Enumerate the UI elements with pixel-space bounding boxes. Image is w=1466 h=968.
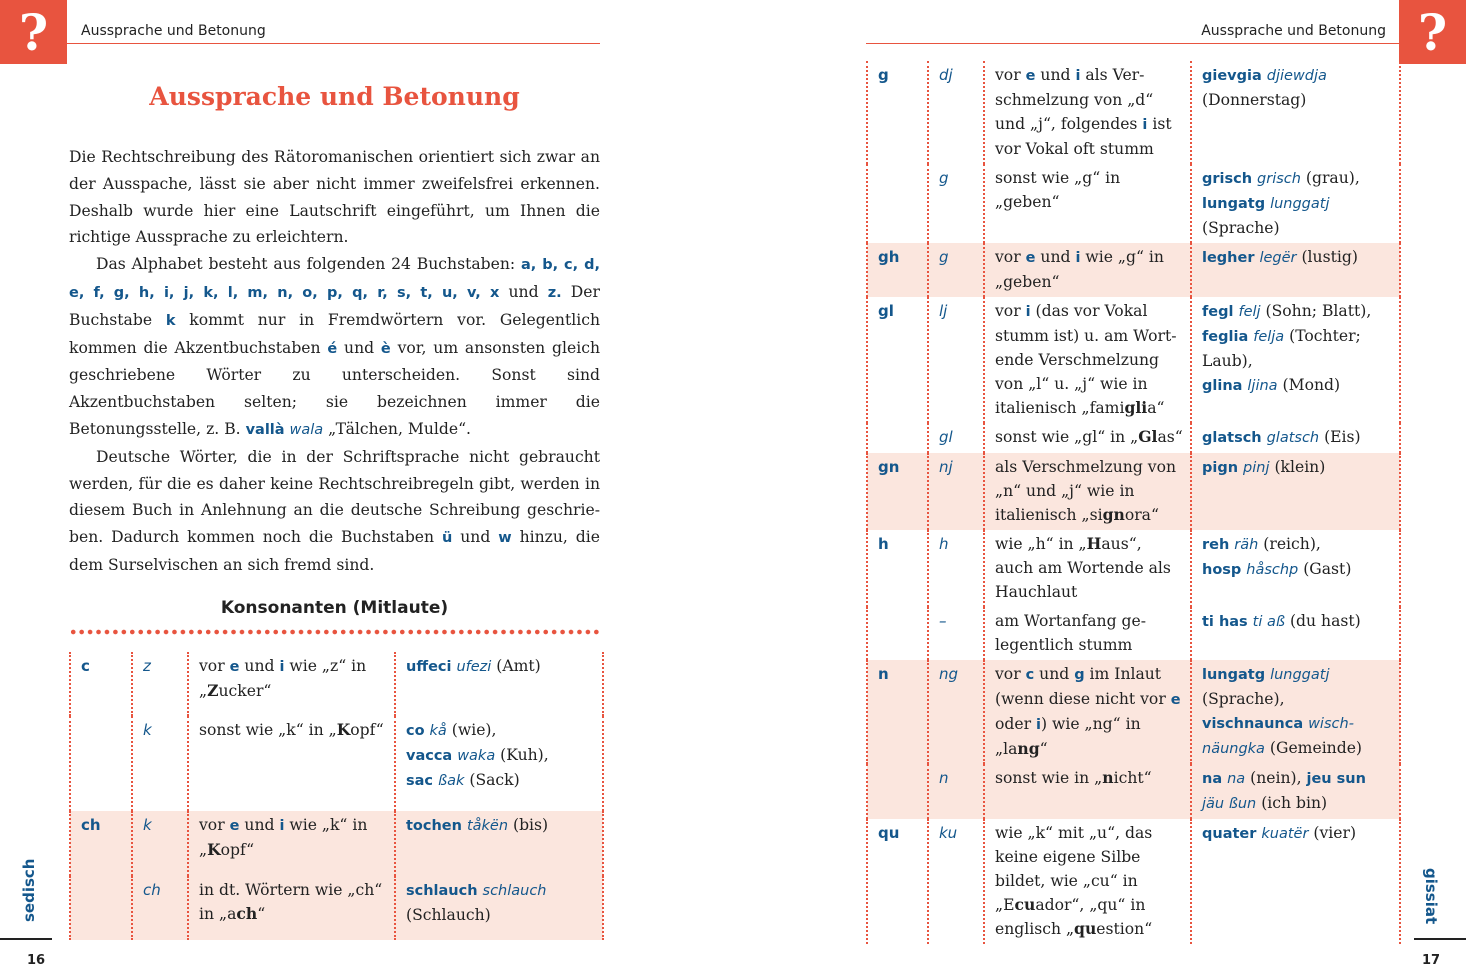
keyword: sac (406, 773, 434, 790)
letter-cell: c (70, 652, 132, 716)
text-run: opf“ (220, 841, 255, 860)
phonetic-cell: k (132, 811, 188, 875)
letter-cell (867, 764, 928, 819)
keyword: lungatg (1202, 196, 1266, 212)
keyword: c (1025, 667, 1035, 683)
example-cell (1191, 61, 1400, 164)
emphasis: cu (1014, 895, 1036, 914)
text-run: Das Alphabet besteht aus folgenden 24 Buchstaben: (96, 255, 521, 274)
keyword: co (406, 723, 425, 740)
text-run: vor (995, 302, 1026, 320)
phonetic-cell: nj (928, 453, 984, 530)
keyword: vallà (245, 421, 285, 438)
rule-cell (984, 61, 1191, 164)
example-cell (1191, 764, 1400, 819)
rule-cell (984, 164, 1191, 243)
rule-cell (984, 819, 1191, 944)
table-row (867, 764, 1400, 819)
example-cell (1191, 297, 1400, 423)
keyword: lungatg (1202, 667, 1266, 683)
phonetic-cell: g (928, 243, 984, 297)
text-run: (ich bin) (1256, 794, 1328, 812)
phonetic-transcription: kuatër (1261, 826, 1309, 842)
keyword: i (1025, 304, 1031, 320)
keyword: z. (547, 284, 562, 301)
example-cell (1191, 530, 1400, 607)
text-run: Deutsche Wörter, die in der Schriftsprache nicht gebraucht werden, für die es daher keine Rechtschreibregeln gibt, werden in diesem Buch in Anlehnung an die deutsche Schreibung geschrieben. Dadurch kommen noch die Buchstaben (69, 447, 600, 547)
text-run: ist vor Vokal oft stumm (995, 115, 1172, 158)
table-row (70, 876, 603, 940)
keyword: hosp (1202, 562, 1242, 578)
text-run: sonst wie „k“ in „ (199, 721, 337, 740)
phonetic-transcription: grisch (1257, 171, 1301, 187)
text-run: als Verschmelzung von „d“ und „j“, folgendes (995, 66, 1154, 133)
side-label-left: sedisch (20, 858, 38, 922)
text-run: “ (1039, 740, 1048, 758)
rule-cell (188, 716, 395, 811)
text-run: (nein), (1245, 769, 1307, 787)
phonetic-cell: n (928, 764, 984, 819)
keyword: feglia (1202, 329, 1249, 345)
text-run: wie „z“ in „ (199, 657, 367, 700)
text-run: sonst wie in „ (995, 769, 1103, 787)
phonetic-transcription: håschp (1246, 562, 1299, 578)
question-mark-icon: ? (0, 0, 67, 64)
text-run: und (239, 657, 280, 675)
running-head-right: Aussprache und Betonung (1201, 23, 1386, 39)
rule-cell (984, 530, 1191, 607)
text-run: am Wortanfang gelegentlich stumm (995, 612, 1147, 654)
phonetic-transcription: legër (1259, 250, 1297, 266)
keyword: schlauch (406, 882, 478, 899)
text-run: (du hast) (1285, 612, 1361, 630)
paragraph (69, 444, 600, 579)
text-run: und (499, 282, 548, 301)
text-run: a“ (1147, 399, 1165, 417)
letter-cell: n (867, 660, 928, 764)
table-row (867, 164, 1400, 243)
phonetic-cell: z (132, 652, 188, 716)
keyword: g (1074, 667, 1085, 683)
rule-cell (188, 811, 395, 875)
text-run: (Schlauch) (406, 905, 491, 924)
text-run: und (239, 816, 280, 835)
text-run: vor (199, 816, 230, 835)
keyword: fegl (1202, 304, 1234, 320)
emphasis: gli (1124, 398, 1148, 417)
text-run: vor (199, 657, 230, 675)
phonetic-cell: k (132, 716, 188, 811)
rule-cell (188, 876, 395, 940)
keyword: vischnaunca (1202, 716, 1304, 732)
phonetic-transcription: ti aß (1252, 614, 1286, 630)
table-row (867, 660, 1400, 764)
footer-rule-right (1414, 938, 1466, 940)
emphasis: H (1086, 534, 1102, 553)
footer-rule-left (0, 938, 52, 940)
page-number-left: 16 (27, 953, 46, 968)
text-run: und (1035, 248, 1076, 266)
text-run: (Mond) (1277, 376, 1341, 394)
example-cell (1191, 660, 1400, 764)
phonetic-transcription: jäu ßun (1202, 796, 1257, 812)
example-cell (1191, 243, 1400, 297)
text-run: vor (995, 66, 1026, 84)
keyword: glatsch (1202, 430, 1262, 446)
paragraph (69, 144, 600, 251)
phonetic-transcription: wischnäungka (1202, 716, 1354, 757)
phonetic-cell: dj (928, 61, 984, 164)
keyword: ü (442, 530, 453, 547)
phonetic-cell: ng (928, 660, 984, 764)
letter-cell (867, 164, 928, 243)
table-row (867, 453, 1400, 530)
table-row (867, 297, 1400, 423)
emphasis: ng (1017, 739, 1040, 758)
text-run: (Sohn; Blatt), (1260, 302, 1372, 320)
phonetic-cell: gl (928, 423, 984, 453)
keyword: w (498, 530, 512, 547)
text-run: und (452, 528, 499, 547)
emphasis: gn (1102, 505, 1125, 524)
letter-cell (70, 716, 132, 811)
phonetic-transcription: na (1227, 771, 1246, 787)
emphasis: K (207, 840, 221, 860)
keyword: tochen (406, 818, 462, 835)
text-run: (bis) (508, 816, 549, 835)
phonetic-transcription: felj (1238, 304, 1261, 320)
phonetic-transcription: wala (289, 421, 324, 438)
text-run: (wie), (446, 721, 497, 740)
text-run: “ (257, 904, 266, 923)
phonetic-transcription: waka (457, 748, 496, 765)
text-run: ora“ (1124, 506, 1159, 524)
keyword: e (229, 818, 240, 835)
question-mark-icon: ? (1399, 0, 1466, 64)
table-row (70, 652, 603, 716)
rule-cell (984, 453, 1191, 530)
phonetic-transcription: lunggatj (1270, 667, 1330, 683)
keyword: grisch (1202, 171, 1253, 187)
table-row (867, 243, 1400, 297)
text-run: opf“ (350, 721, 384, 740)
text-run: (Donnerstag) (1202, 91, 1307, 109)
page-title: Aussprache und Betonung (149, 82, 520, 111)
text-run: und (1035, 66, 1076, 84)
text-run: (das vor Vokal stumm ist) u. am Wortende Verschmelzung von „l“ u. „j“ wie in italienisch „fami (995, 302, 1177, 417)
dotted-separator (69, 628, 602, 636)
text-run: Der Buchstabe (69, 282, 600, 329)
keyword: pign (1202, 460, 1239, 476)
phonetic-transcription: felja (1253, 329, 1285, 345)
example-cell (1191, 819, 1400, 944)
page-number-right: 17 (1422, 953, 1441, 968)
text-run: „Tälchen, Mulde“. (323, 419, 472, 438)
consonant-table-left (69, 652, 604, 940)
phonetic-transcription: kå (429, 723, 447, 740)
header-rule-right (866, 43, 1399, 44)
letter-cell (867, 423, 928, 453)
keyword: e (1025, 250, 1036, 266)
keyword: na (1202, 771, 1223, 787)
running-head-left: Aussprache und Betonung (81, 23, 266, 39)
letter-cell: g (867, 61, 928, 164)
example-cell (395, 811, 603, 875)
text-run: und (337, 338, 381, 357)
text-run: ucker“ (218, 682, 272, 700)
text-run: (Sprache), (1202, 690, 1285, 708)
text-run: (lustig) (1296, 248, 1358, 266)
keyword: è (380, 340, 391, 357)
rule-cell (984, 764, 1191, 819)
letter-cell: h (867, 530, 928, 607)
table-heading: Konsonanten (Mitlaute) (220, 598, 449, 618)
rule-cell (984, 423, 1191, 453)
intro-text (69, 144, 600, 579)
phonetic-cell: – (928, 607, 984, 660)
table-row (867, 61, 1400, 164)
phonetic-transcription: tåkën (466, 818, 509, 835)
text-run: in dt. Wörtern wie „ch“ in „a (199, 880, 383, 923)
rule-cell (984, 243, 1191, 297)
letter-cell (867, 607, 928, 660)
emphasis: Z (207, 681, 219, 700)
text-run: Die Rechtschreibung des Rätoromanischen orientiert sich zwar an der Ausspache, lässt sie aber nicht immer zweifelsfrei erkennen. Deshalb wurde hier eine Lautschrift eingeführt, um Ihnen die richtige Aussprache zu erleichtern. (69, 148, 600, 247)
letter-cell (70, 876, 132, 940)
keyword: quater (1202, 826, 1257, 842)
text-run: as“ (1157, 428, 1183, 446)
text-run: (reich), (1258, 535, 1321, 553)
table-row (867, 423, 1400, 453)
text-run: (klein) (1269, 458, 1326, 476)
text-run: im Inlaut (wenn diese nicht vor (995, 665, 1171, 708)
keyword: e (1025, 68, 1036, 84)
letter-cell: ch (70, 811, 132, 875)
keyword: legher (1202, 250, 1255, 266)
keyword: glina (1202, 378, 1243, 394)
keyword: reh (1202, 537, 1230, 553)
emphasis: K (336, 720, 351, 740)
text-run: (grau), (1300, 169, 1360, 187)
keyword: i (1036, 717, 1041, 733)
text-run: ador“, „qu“ in englisch „ (995, 896, 1146, 938)
text-run: wie „k“ mit „u“, das keine eigene Silbe bildet, wie „cu“ in „E (995, 824, 1153, 914)
keyword: i (1075, 250, 1081, 266)
keyword: gievgia (1202, 68, 1262, 84)
table-row (867, 530, 1400, 607)
example-cell (395, 876, 603, 940)
keyword: a, b, c, d, e, f, g, h, i, j, k, l, m, n, o, p, q, r, s, t, u, v, x (69, 257, 600, 301)
keyword: i (1142, 117, 1148, 133)
text-run: wie „k“ in „ (199, 816, 368, 860)
emphasis: ch (236, 903, 258, 923)
phonetic-transcription: glatsch (1266, 430, 1320, 446)
phonetic-cell: ch (132, 876, 188, 940)
text-run: wie „g“ in „geben“ (995, 248, 1164, 291)
text-run: (Gemeinde) (1264, 739, 1363, 757)
example-cell (1191, 423, 1400, 453)
keyword: é (327, 340, 338, 357)
text-run: aus“, auch am Wortende als Hauchlaut (995, 535, 1171, 601)
keyword: e (229, 659, 240, 675)
text-run: (Sack) (464, 771, 520, 790)
rule-cell (984, 607, 1191, 660)
text-run: hinzu, die dem Surselvischen an sich fremd sind. (69, 528, 600, 574)
keyword: jeu sun (1306, 771, 1366, 787)
letter-cell: gn (867, 453, 928, 530)
rule-cell (984, 660, 1191, 764)
text-run: sonst wie „gl“ in „ (995, 428, 1139, 446)
example-cell (1191, 607, 1400, 660)
text-run: vor, um ansonsten gleich geschriebene Wörter zu unterscheiden. Sonst sind Akzentbuchstaben selten; sie bezeichnen immer die Betonungsstelle, z. B. (69, 338, 600, 438)
phonetic-transcription: ufezi (456, 659, 492, 675)
text-run: estion“ (1096, 920, 1153, 938)
table-row (867, 819, 1400, 944)
table-row (70, 716, 603, 811)
phonetic-cell: lj (928, 297, 984, 423)
keyword: k (165, 312, 176, 329)
text-run: (Gast) (1298, 560, 1352, 578)
table-row (70, 811, 603, 875)
phonetic-transcription: schlauch (482, 882, 547, 899)
text-run: wie „h“ in „ (995, 535, 1087, 553)
text-run: (Kuh), (495, 746, 549, 765)
text-run: (Tochter; Laub), (1202, 327, 1361, 370)
text-run: vor (995, 248, 1026, 266)
consonant-table-right (866, 61, 1401, 944)
example-cell (395, 716, 603, 811)
phonetic-transcription: pinj (1243, 460, 1270, 476)
side-label-right: gissiat (1422, 868, 1440, 925)
keyword: ti has (1202, 614, 1248, 630)
letter-cell: gh (867, 243, 928, 297)
example-cell (395, 652, 603, 716)
phonetic-transcription: räh (1234, 537, 1259, 553)
rule-cell (984, 297, 1191, 423)
keyword: uffeci (406, 659, 452, 675)
phonetic-transcription: djiewdja (1266, 68, 1327, 84)
emphasis: n (1102, 768, 1114, 787)
text-run: und (1034, 665, 1075, 683)
phonetic-transcription: ßak (437, 773, 465, 790)
keyword: vacca (406, 748, 453, 765)
phonetic-cell: ku (928, 819, 984, 944)
text-run: (vier) (1308, 824, 1357, 842)
text-run: kommt nur in Fremdwörtern vor. Gelegentlich kommen die Akzentbuchstaben (69, 310, 600, 357)
keyword: i (279, 659, 285, 675)
text-run: icht“ (1113, 769, 1152, 787)
example-cell (1191, 453, 1400, 530)
phonetic-transcription: ljina (1247, 378, 1278, 394)
emphasis: Gl (1138, 427, 1158, 446)
table-row (867, 607, 1400, 660)
keyword: e (1170, 692, 1181, 708)
phonetic-cell: h (928, 530, 984, 607)
text-run: als Verschmelzung von „n“ und „j“ wie in italienisch „si (995, 458, 1177, 524)
text-run: (Sprache) (1202, 219, 1280, 237)
text-run: (Eis) (1319, 428, 1361, 446)
paragraph (69, 251, 600, 444)
rule-cell (188, 652, 395, 716)
letter-cell: qu (867, 819, 928, 944)
text-run: oder (995, 715, 1037, 733)
phonetic-cell: g (928, 164, 984, 243)
letter-cell: gl (867, 297, 928, 423)
text-run: vor (995, 665, 1026, 683)
keyword: i (279, 818, 285, 835)
text-run: ) wie „ng“ in „la (995, 715, 1141, 758)
emphasis: qu (1074, 919, 1097, 938)
header-rule-left (67, 43, 600, 44)
example-cell (1191, 164, 1400, 243)
keyword: i (1075, 68, 1081, 84)
text-run: sonst wie „g“ in „geben“ (995, 169, 1121, 211)
text-run: (Amt) (491, 657, 541, 675)
phonetic-transcription: lunggatj (1270, 196, 1330, 212)
